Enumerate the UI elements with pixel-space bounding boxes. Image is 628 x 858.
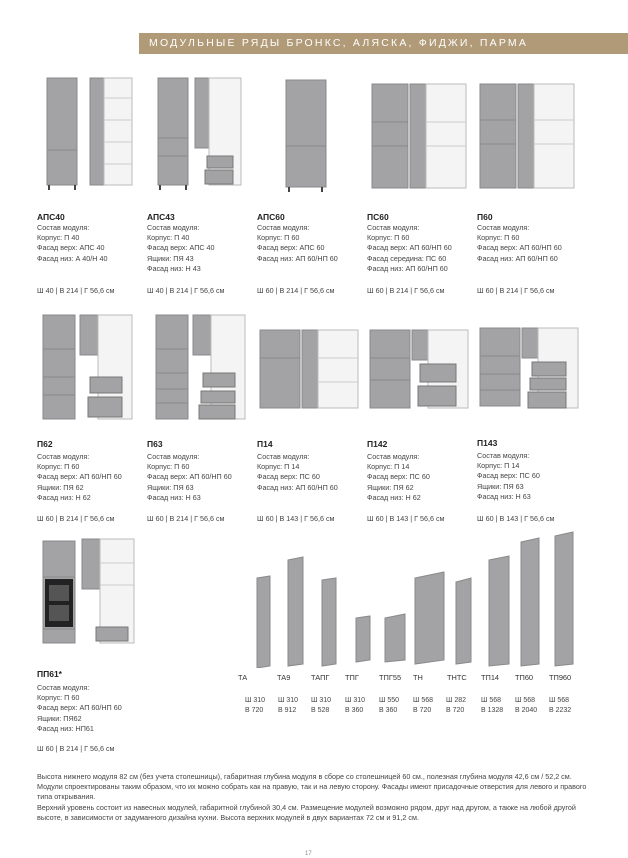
- panel-dimensions: Ш 568 В 2232: [549, 697, 572, 714]
- module-dimensions: Ш 40 | В 214 | Г 56,6 см: [37, 286, 115, 295]
- cabinet-image-aps40: [44, 76, 136, 194]
- module-composition: Состав модуля: Корпус: П 60 Фасад верх: АПС 60 Фасад низ: АП 60/НП 60: [257, 223, 338, 263]
- module-dimensions: Ш 60 | В 214 | Г 56,6 см: [257, 286, 335, 295]
- panel-label: ТА9: [277, 673, 291, 682]
- note-paragraph: Модули спроектированы таким образом, что их можно собрать как на правую, так и на левую сторону. Фасады имеют присадочные отверстия для левого и правого типа открывания.: [37, 782, 587, 802]
- module-code: П142: [367, 439, 388, 449]
- panel-label: ТАПГ: [311, 673, 330, 682]
- module-code: П62: [37, 439, 53, 449]
- module-dimensions: Ш 60 | В 214 | Г 56,6 см: [477, 286, 555, 295]
- panel-dimensions: Ш 310 В 528: [311, 697, 332, 714]
- panel-dimensions: Ш 310 В 360: [345, 697, 366, 714]
- panel-label: ТП60: [515, 673, 534, 682]
- section-banner: МОДУЛЬНЫЕ РЯДЫ БРОНКС, АЛЯСКА, ФИДЖИ, ПАРМА: [139, 33, 628, 54]
- module-dimensions: Ш 60 | В 214 | Г 56,6 см: [367, 286, 445, 295]
- cabinet-image-ps60: [370, 82, 470, 194]
- module-dimensions: Ш 60 | В 143 | Г 56,6 см: [477, 514, 555, 523]
- cabinet-image-p143: [478, 326, 584, 414]
- module-dimensions: Ш 60 | В 214 | Г 56,6 см: [37, 744, 115, 753]
- module-composition: Состав модуля: Корпус: П 14 Фасад верх: ПС 60 Ящики: ПЯ 62 Фасад низ: Н 62: [367, 452, 430, 502]
- cabinet-image-p14: [258, 328, 364, 414]
- panels-image: [245, 528, 590, 668]
- module-code: АПС40: [37, 212, 65, 222]
- page-number: 17: [305, 851, 312, 857]
- module-code: П63: [147, 439, 163, 449]
- panel-dimensions: Ш 282 В 720: [446, 697, 467, 714]
- panel-dimensions: Ш 310 В 720: [245, 697, 266, 714]
- module-dimensions: Ш 60 | В 143 | Г 56,6 см: [367, 514, 445, 523]
- footnotes: [37, 772, 593, 823]
- module-code: ПП61*: [37, 669, 62, 679]
- module-composition: Состав модуля: Корпус: П 60 Фасад верх: АП 60/НП 60 Фасад середина: ПС 60 Фасад низ: АП 60/НП 60: [367, 223, 452, 273]
- module-code: ПС60: [367, 212, 389, 222]
- cabinet-image-aps60: [283, 78, 333, 196]
- panel-dimensions: Ш 568 В 720: [413, 697, 434, 714]
- cabinet-image-p60: [478, 82, 578, 194]
- module-dimensions: Ш 40 | В 214 | Г 56,6 см: [147, 286, 225, 295]
- module-composition: Состав модуля: Корпус: П 14 Фасад верх: ПС 60 Ящики: ПЯ 63 Фасад низ: Н 63: [477, 451, 540, 501]
- panel-dimensions: Ш 568 В 2040: [515, 697, 538, 714]
- module-code: П143: [477, 438, 498, 448]
- module-dimensions: Ш 60 | В 143 | Г 56,6 см: [257, 514, 335, 523]
- module-composition: Состав модуля: Корпус: П 60 Фасад верх: АП 60/НП 60 Ящики: ПЯ62 Фасад низ: НП61: [37, 683, 122, 733]
- module-dimensions: Ш 60 | В 214 | Г 56,6 см: [37, 514, 115, 523]
- module-composition: Состав модуля: Корпус: П 40 Фасад верх: АПС 40 Фасад низ: А 40/Н 40: [37, 223, 108, 263]
- panel-dimensions: Ш 568 В 1328: [481, 697, 504, 714]
- note-paragraph: Верхний уровень состоит из навесных модулей, габаритной глубиной 30,4 см. Размещение модулей возможно рядом, друг над другом, а также на любой другой высоте, в зависимости от задуманного дизайна кухни. Высота верхних модулей в двух вариантах 72 см и 91,2 см.: [37, 802, 576, 822]
- cabinet-image-aps43: [155, 76, 247, 194]
- panel-label: ТПГ: [345, 673, 359, 682]
- module-composition: Состав модуля: Корпус: П 60 Фасад верх: АП 60/НП 60 Ящики: ПЯ 63 Фасад низ: Н 63: [147, 452, 232, 502]
- module-code: П60: [477, 212, 493, 222]
- panel-label: ТП960: [549, 673, 572, 682]
- panel-label: ТН: [413, 673, 423, 682]
- module-composition: Состав модуля: Корпус: П 60 Фасад верх: АП 60/НП 60 Ящики: ПЯ 62 Фасад низ: Н 62: [37, 452, 122, 502]
- module-code: АПС43: [147, 212, 175, 222]
- panel-label: ТА: [238, 673, 248, 682]
- module-code: АПС60: [257, 212, 285, 222]
- panel-label: ТПГ55: [379, 673, 402, 682]
- panel-label: ТП14: [481, 673, 500, 682]
- note-paragraph: Высота нижнего модуля 82 см (без учета столешницы), габаритная глубина модуля в сборе со столешницей 60 см., полезная глубина модуля 42,6 см / 52,2 см.: [37, 772, 572, 781]
- module-composition: Состав модуля: Корпус: П 14 Фасад верх: ПС 60 Фасад низ: АП 60/НП 60: [257, 452, 338, 492]
- cabinet-image-pp61: [40, 537, 138, 649]
- module-code: П14: [257, 439, 273, 449]
- panel-dimensions: Ш 550 В 360: [379, 697, 400, 714]
- module-composition: Состав модуля: Корпус: П 60 Фасад верх: АП 60/НП 60 Фасад низ: АП 60/НП 60: [477, 223, 562, 263]
- panel-dimensions: Ш 310 В 912: [278, 697, 299, 714]
- cabinet-image-p63: [153, 313, 249, 425]
- module-composition: Состав модуля: Корпус: П 40 Фасад верх: АПС 40 Ящики: ПЯ 43 Фасад низ: Н 43: [147, 223, 215, 273]
- panel-label: ТНТС: [447, 673, 467, 682]
- module-dimensions: Ш 60 | В 214 | Г 56,6 см: [147, 514, 225, 523]
- cabinet-image-p62: [40, 313, 136, 425]
- cabinet-image-p142: [368, 328, 474, 414]
